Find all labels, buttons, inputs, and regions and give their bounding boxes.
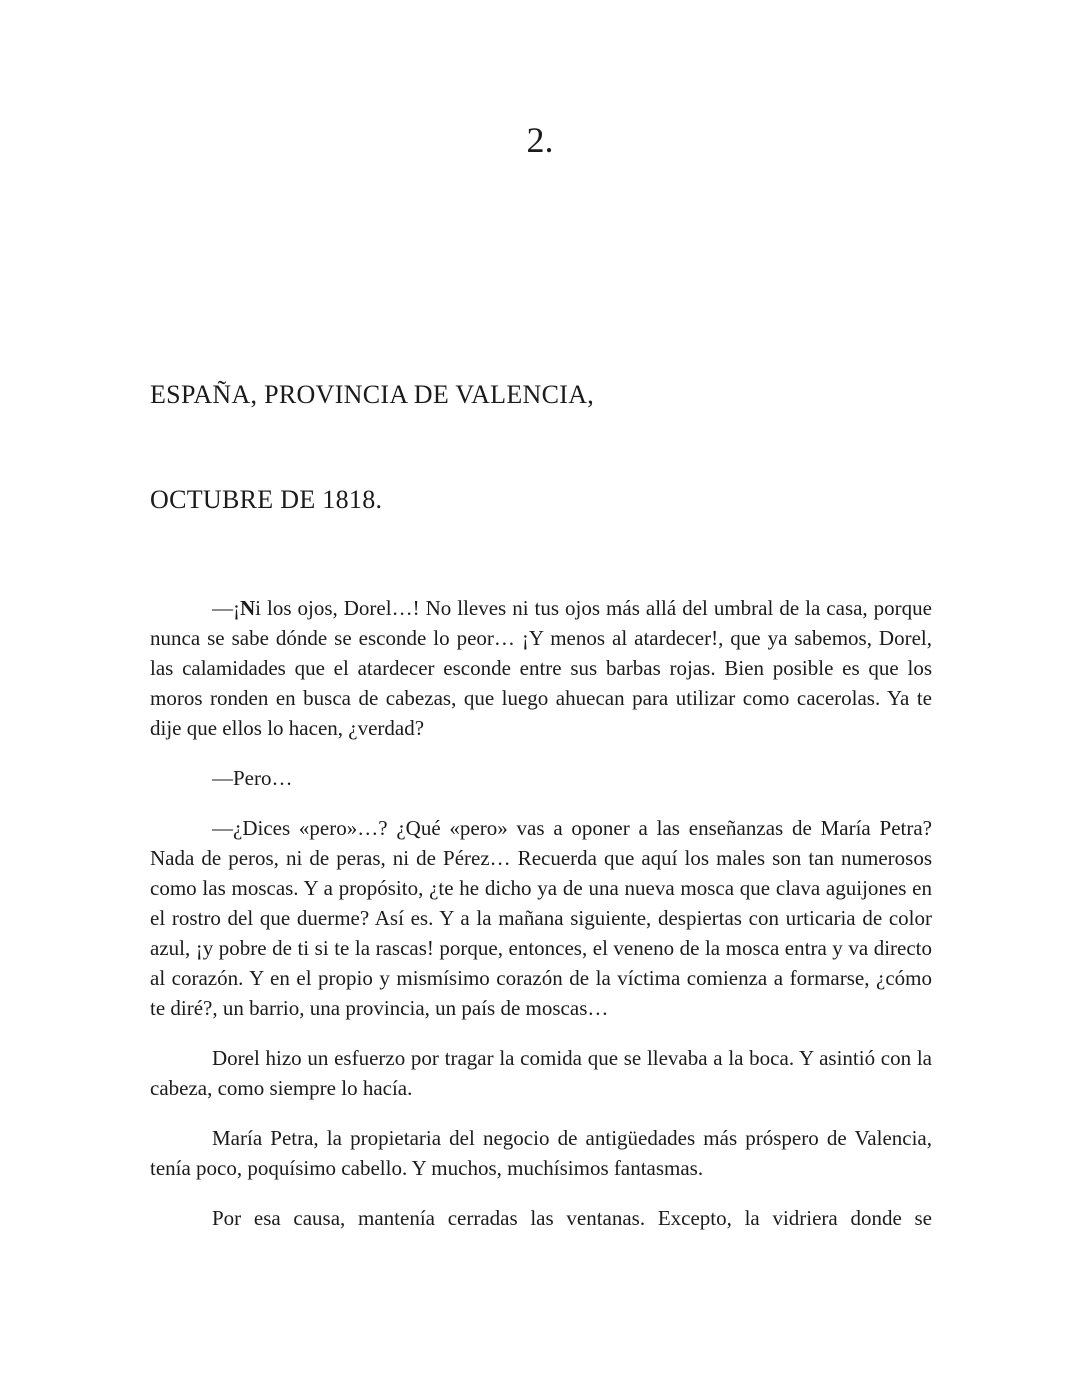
paragraph bbox=[150, 593, 932, 743]
body-text bbox=[150, 593, 932, 1233]
paragraph-prefix: —¡ bbox=[212, 596, 240, 620]
paragraph: Dorel hizo un esfuerzo por tragar la comida que se llevaba a la boca. Y asintió con la cabeza, como siempre lo hacía. bbox=[150, 1046, 932, 1100]
lead-letter: N bbox=[240, 596, 256, 620]
dateline-location: ESPAÑA, PROVINCIA DE VALENCIA, bbox=[150, 380, 595, 409]
paragraph: María Petra, la propietaria del negocio de antigüedades más próspero de Valencia, tenía poco, poquísimo cabello. Y muchos, muchísimos fantasmas. bbox=[150, 1126, 932, 1180]
dateline-date: OCTUBRE DE 1818. bbox=[150, 485, 383, 514]
paragraph: —¿Dices «pero»…? ¿Qué «pero» vas a oponer a las enseñanzas de María Petra? Nada de peros, ni de peras, ni de Pérez… Recuerda que aquí los males son tan numerosos como las moscas. Y a propósito, ¿te he dicho ya de una nueva mosca que clava aguijones en el rostro del que duerme? Así es. Y a la mañana siguiente, despiertas con urticaria de color azul, ¡y pobre de ti si te la rascas! porque, entonces, el veneno de la mosca entra y va directo al corazón. Y en el propio y mismísimo corazón de la víctima comienza a formarse, ¿cómo te diré?, un barrio, una provincia, un país de moscas… bbox=[150, 816, 932, 1020]
chapter-number: 2. bbox=[526, 120, 554, 160]
paragraph: —Pero… bbox=[212, 766, 293, 790]
paragraph-text: i los ojos, Dorel…! No lleves ni tus ojos más allá del umbral de la casa, porque nunca se sabe dónde se esconde lo peor… ¡Y menos al atardecer!, que ya sabemos, Dorel, las calamidades que el atardecer esconde entre sus barbas rojas. Bien posible es que los moros ronden en busca de cabezas, que luego ahuecan para utilizar como cacerolas. Ya te dije que ellos lo hacen, ¿verdad? bbox=[150, 596, 932, 740]
paragraph: Por esa causa, mantenía cerradas las ventanas. Excepto, la vidriera donde se bbox=[212, 1206, 932, 1230]
